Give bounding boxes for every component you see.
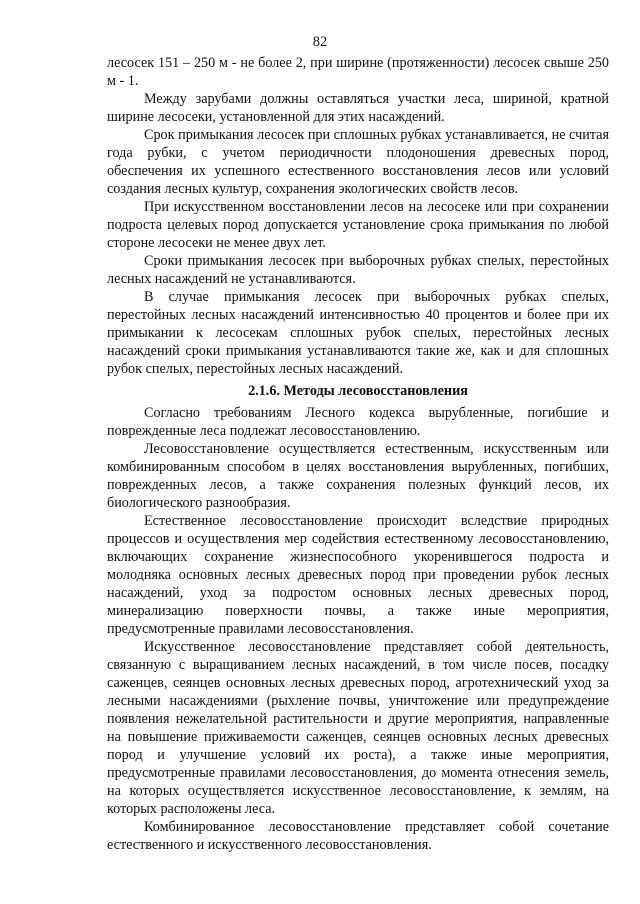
paragraph: Согласно требованиям Лесного кодекса вырубленные, погибшие и поврежденные леса подлежат лесовосстановлению. (107, 405, 609, 439)
page-number: 82 (312, 34, 328, 50)
paragraph: лесосек 151 – 250 м - не более 2, при ширине (протяженности) лесосек свыше 250 м - 1. (107, 55, 609, 89)
page-content (107, 54, 609, 854)
paragraph: В случае примыкания лесосек при выборочных рубках спелых, перестойных лесных насаждений интенсивностью 40 процентов и более при их примыкании к лесосекам сплошных рубок спелых, перестойных лесных насаждений сроки примыкания устанавливаются такие же, как и для сплошных рубок спелых, перестойных лесных насаждений. (107, 289, 609, 377)
paragraph: Комбинированное лесовосстановление представляет собой сочетание естественного и искусственного лесовосстановления. (107, 819, 609, 853)
paragraph: Между зарубами должны оставляться участки леса, шириной, кратной ширине лесосеки, установленной для этих насаждений. (107, 91, 609, 125)
paragraph: При искусственном восстановлении лесов на лесосеке или при сохранении подроста целевых пород допускается установление срока примыкания по любой стороне лесосеки не менее двух лет. (107, 199, 609, 251)
section-heading: 2.1.6. Методы лесовосстановления (248, 383, 468, 399)
body-section-bottom (107, 404, 609, 854)
paragraph: Искусственное лесовосстановление представляет собой деятельность, связанную с выращиванием лесных насаждений, в том числе посев, посадку саженцев, сеянцев основных лесных древесных пород, агротехнический уход за лесными насаждениями (рыхление почвы, уничтожение или предупреждение появления нежелательной растительности и другие мероприятия, направленные на повышение приживаемости саженцев, сеянцев основных лесных древесных пород и улучшение условий их роста), а также иные мероприятия, предусмотренные правилами лесовосстановления, до момента отнесения земель, на которых осуществляется искусственное лесовосстановление, к землям, на которых расположены леса. (107, 639, 609, 817)
paragraph: Сроки примыкания лесосек при выборочных рубках спелых, перестойных лесных насаждений не устанавливаются. (107, 253, 609, 287)
paragraph: Естественное лесовосстановление происходит вследствие природных процессов и осуществления мер содействия естественному лесовосстановлению, включающих сохранение жизнеспособного укоренившегося подроста и молодняка основных лесных древесных пород при проведении рубок лесных насаждений, уход за подростом основных лесных древесных пород, минерализацию поверхности почвы, а также иные мероприятия, предусмотренные правилами лесовосстановления. (107, 513, 609, 637)
paragraph: Срок примыкания лесосек при сплошных рубках устанавливается, не считая года рубки, с учетом периодичности плодоношения древесных пород, обеспечения их успешного естественного восстановления лесов или условий создания лесных культур, сохранения экологических свойств лесов. (107, 127, 609, 197)
body-section-top (107, 54, 609, 378)
paragraph: Лесовосстановление осуществляется естественным, искусственным или комбинированным способом в целях восстановления вырубленных, погибших, поврежденных лесов, а также сохранения полезных функций лесов, их биологического разнообразия. (107, 441, 609, 511)
